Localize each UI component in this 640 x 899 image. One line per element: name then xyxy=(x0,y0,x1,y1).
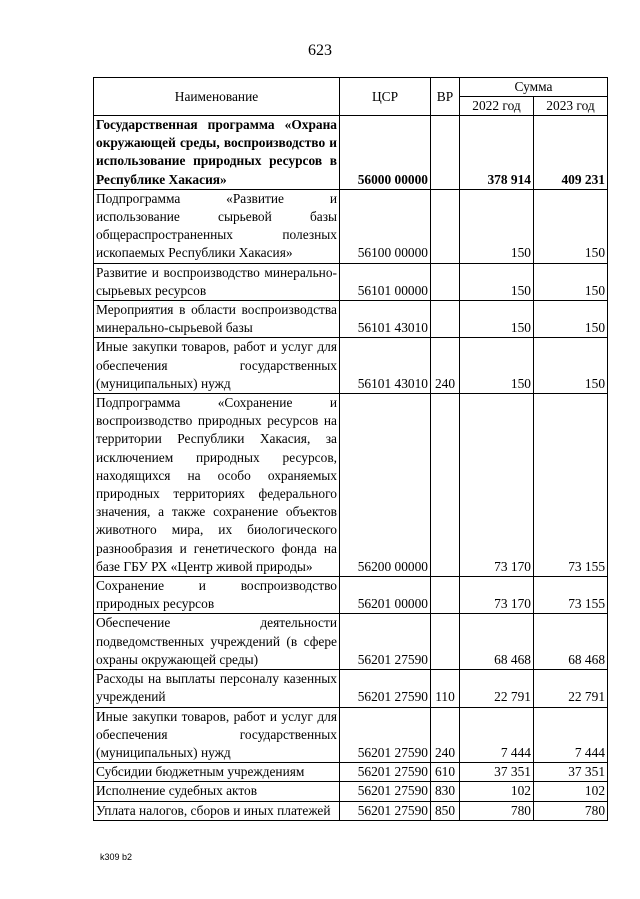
row-sum-2022-cell: 780 xyxy=(460,801,534,820)
row-sum-2022-cell: 150 xyxy=(460,338,534,394)
row-sum-2022-cell: 150 xyxy=(460,263,534,300)
row-sum-2023-cell: 102 xyxy=(534,782,608,801)
row-name-cell: Развитие и воспроизводство минерально-сырьевых ресурсов xyxy=(94,263,340,300)
table-row xyxy=(94,670,608,707)
row-sum-2023-cell: 150 xyxy=(534,263,608,300)
table-row xyxy=(94,338,608,394)
row-csr-cell: 56201 27590 xyxy=(340,782,431,801)
row-name-cell: Обеспечение деятельности подведомственных учреждений (в сфере охраны окружающей среды) xyxy=(94,614,340,670)
table-row xyxy=(94,394,608,577)
row-vr-cell xyxy=(431,301,460,338)
row-vr-cell: 610 xyxy=(431,763,460,782)
row-csr-cell: 56201 27590 xyxy=(340,801,431,820)
table-body xyxy=(94,116,608,821)
row-name-cell: Подпрограмма «Сохранение и воспроизводство природных ресурсов на территории Республики Хакасия, за исключением природных ресурсов, находящихся на особо охраняемых природных территориях федерального значения, а также сохранение объектов животного мира, их биологического разнообразия и генетического фонда на базе ГБУ РХ «Центр живой природы» xyxy=(94,394,340,577)
row-sum-2022-cell: 7 444 xyxy=(460,707,534,763)
footer-code: k309 b2 xyxy=(100,852,133,862)
row-vr-cell: 850 xyxy=(431,801,460,820)
page-number: 623 xyxy=(308,42,332,59)
row-sum-2023-cell: 73 155 xyxy=(534,577,608,614)
header-csr: ЦСР xyxy=(340,78,431,116)
row-sum-2022-cell: 150 xyxy=(460,301,534,338)
table-row xyxy=(94,263,608,300)
table-row xyxy=(94,301,608,338)
row-sum-2023-cell: 780 xyxy=(534,801,608,820)
table-row xyxy=(94,707,608,763)
header-year-2023: 2023 год xyxy=(534,97,608,116)
row-csr-cell: 56201 27590 xyxy=(340,707,431,763)
row-sum-2022-cell: 68 468 xyxy=(460,614,534,670)
row-sum-2022-cell: 73 170 xyxy=(460,577,534,614)
row-name-cell: Мероприятия в области воспроизводства минерально-сырьевой базы xyxy=(94,301,340,338)
header-year-2022: 2022 год xyxy=(460,97,534,116)
budget-table xyxy=(93,77,608,821)
row-sum-2023-cell: 22 791 xyxy=(534,670,608,707)
row-sum-2023-cell: 7 444 xyxy=(534,707,608,763)
row-name-cell: Сохранение и воспроизводство природных ресурсов xyxy=(94,577,340,614)
row-name-cell: Подпрограмма «Развитие и использование сырьевой базы общераспространенных полезных ископаемых Республики Хакасия» xyxy=(94,189,340,263)
table-row xyxy=(94,782,608,801)
row-name-cell: Иные закупки товаров, работ и услуг для обеспечения государственных (муниципальных) нужд xyxy=(94,707,340,763)
row-vr-cell xyxy=(431,263,460,300)
row-csr-cell: 56000 00000 xyxy=(340,116,431,190)
row-name-cell: Уплата налогов, сборов и иных платежей xyxy=(94,801,340,820)
table-row xyxy=(94,577,608,614)
row-csr-cell: 56101 43010 xyxy=(340,338,431,394)
row-sum-2022-cell: 150 xyxy=(460,189,534,263)
row-sum-2022-cell: 102 xyxy=(460,782,534,801)
row-vr-cell xyxy=(431,116,460,190)
row-name-cell: Исполнение судебных актов xyxy=(94,782,340,801)
row-sum-2022-cell: 73 170 xyxy=(460,394,534,577)
table-header xyxy=(94,78,608,116)
row-sum-2023-cell: 409 231 xyxy=(534,116,608,190)
table-row xyxy=(94,801,608,820)
row-sum-2023-cell: 37 351 xyxy=(534,763,608,782)
row-sum-2022-cell: 378 914 xyxy=(460,116,534,190)
row-sum-2023-cell: 73 155 xyxy=(534,394,608,577)
row-vr-cell xyxy=(431,394,460,577)
row-sum-2023-cell: 150 xyxy=(534,338,608,394)
table-row xyxy=(94,189,608,263)
row-vr-cell: 240 xyxy=(431,707,460,763)
row-sum-2023-cell: 150 xyxy=(534,189,608,263)
row-vr-cell xyxy=(431,577,460,614)
row-sum-2022-cell: 37 351 xyxy=(460,763,534,782)
row-sum-2023-cell: 150 xyxy=(534,301,608,338)
table-row xyxy=(94,614,608,670)
header-name: Наименование xyxy=(94,78,340,116)
row-csr-cell: 56101 43010 xyxy=(340,301,431,338)
row-csr-cell: 56201 00000 xyxy=(340,577,431,614)
header-sum: Сумма xyxy=(460,78,608,97)
row-sum-2022-cell: 22 791 xyxy=(460,670,534,707)
row-csr-cell: 56201 27590 xyxy=(340,763,431,782)
row-name-cell: Субсидии бюджетным учреждениям xyxy=(94,763,340,782)
row-sum-2023-cell: 68 468 xyxy=(534,614,608,670)
row-vr-cell: 830 xyxy=(431,782,460,801)
header-vr: ВР xyxy=(431,78,460,116)
row-name-cell: Расходы на выплаты персоналу казенных учреждений xyxy=(94,670,340,707)
row-name-cell: Государственная программа «Охрана окружающей среды, воспроизводство и использование природных ресурсов в Республике Хакасия» xyxy=(94,116,340,190)
table-row xyxy=(94,763,608,782)
row-csr-cell: 56101 00000 xyxy=(340,263,431,300)
row-vr-cell xyxy=(431,614,460,670)
row-csr-cell: 56200 00000 xyxy=(340,394,431,577)
row-vr-cell: 110 xyxy=(431,670,460,707)
row-vr-cell xyxy=(431,189,460,263)
row-name-cell: Иные закупки товаров, работ и услуг для обеспечения государственных (муниципальных) нужд xyxy=(94,338,340,394)
table-row xyxy=(94,116,608,190)
row-csr-cell: 56100 00000 xyxy=(340,189,431,263)
row-vr-cell: 240 xyxy=(431,338,460,394)
row-csr-cell: 56201 27590 xyxy=(340,670,431,707)
row-csr-cell: 56201 27590 xyxy=(340,614,431,670)
